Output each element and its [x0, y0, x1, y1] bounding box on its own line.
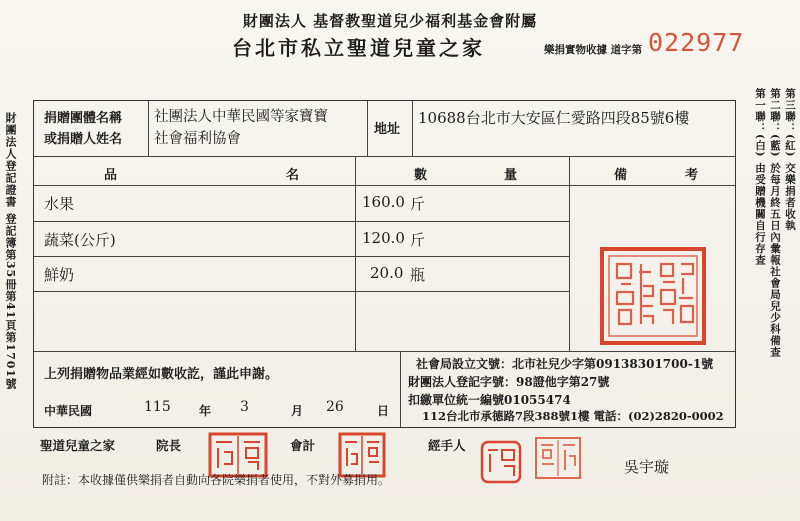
donor-name-label-2: 或捐贈人姓名: [44, 132, 123, 147]
acknowledgement: 上列捐贈物品業經如數收訖，謹此申謝。: [44, 367, 279, 382]
footer-handler: 經手人: [428, 438, 466, 453]
date-day-label: 日: [377, 404, 390, 418]
col-remark-2: 考: [685, 168, 699, 183]
serial-number: 022977: [648, 28, 745, 57]
col-qty-2: 量: [504, 168, 518, 183]
registration-note: 財團法人登記證書 登記簿第35冊第41頁第1701號: [4, 112, 17, 391]
row1-item: 水果: [44, 195, 75, 213]
row1-qty: 160.0: [362, 193, 405, 211]
serial-prefix: 道字第: [610, 44, 643, 56]
handler-signature: 吳宇璇: [624, 458, 670, 476]
footer-home: 聖道兒童之家: [40, 438, 116, 453]
copy-note-2: 第二聯：(藍) 於每月終五日內彙報社會局兒少科備查: [769, 88, 781, 358]
footer-accountant: 會計: [290, 438, 316, 453]
col-item-1: 品: [104, 168, 118, 183]
date-era: 中華民國: [44, 404, 93, 418]
receipt-type-label: 樂捐實物收據: [544, 44, 607, 56]
col-remark-1: 備: [614, 168, 628, 183]
org-line: 財團法人 基督教聖道兒少福利基金會附屬: [242, 12, 538, 30]
handler-name-seal: [534, 436, 582, 480]
org-info-2: 財團法人登記字號：98證他字第27號: [408, 375, 610, 389]
footer-director: 院長: [156, 438, 182, 453]
footer-note: 附註：本收據僅供樂捐者自動向各院樂捐者使用，不對外募捐用。: [42, 473, 391, 487]
row3-unit: 瓶: [410, 266, 426, 284]
date-year-label: 年: [199, 404, 212, 418]
donor-name-line1: 社團法人中華民國等家寶寶: [154, 109, 328, 125]
date-month: 3: [240, 399, 249, 415]
official-seal: [599, 246, 707, 346]
handler-seal: [480, 440, 522, 484]
row3-item: 鮮奶: [44, 266, 75, 284]
receipt-form: [33, 100, 736, 428]
date-month-label: 月: [291, 404, 304, 418]
home-title: 台北市私立聖道兒童之家: [232, 36, 485, 60]
receipt-type: [544, 42, 642, 57]
org-info-3: 扣繳單位統一編號01055474: [408, 393, 571, 407]
row3-qty: 20.0: [370, 264, 404, 282]
col-qty-1: 數: [414, 168, 428, 183]
address-label: 地址: [374, 122, 401, 137]
donor-address: 10688台北市大安區仁愛路四段85號6樓: [418, 109, 690, 127]
date-year: 115: [144, 399, 171, 415]
row2-qty: 120.0: [362, 229, 405, 247]
org-info-1: 社會局設立文號：北市社兒少字第09138301700-1號: [416, 357, 714, 371]
org-info-4: 112台北市承德路7段388號1樓 電話：(02)2820-0002: [422, 409, 724, 423]
row2-item: 蔬菜(公斤): [44, 231, 116, 249]
donor-name-label-1: 捐贈團體名稱: [44, 111, 123, 126]
row1-unit: 斤: [410, 195, 426, 213]
copy-note-1: 第一聯：(白) 由受贈機關自行存查: [754, 88, 766, 266]
col-item-2: 名: [286, 168, 300, 183]
row2-unit: 斤: [410, 231, 426, 249]
donor-name-line2: 社會福利協會: [154, 131, 241, 147]
copy-note-3: 第三聯：(紅) 交樂捐者收執: [784, 88, 796, 232]
date-day: 26: [326, 399, 344, 415]
